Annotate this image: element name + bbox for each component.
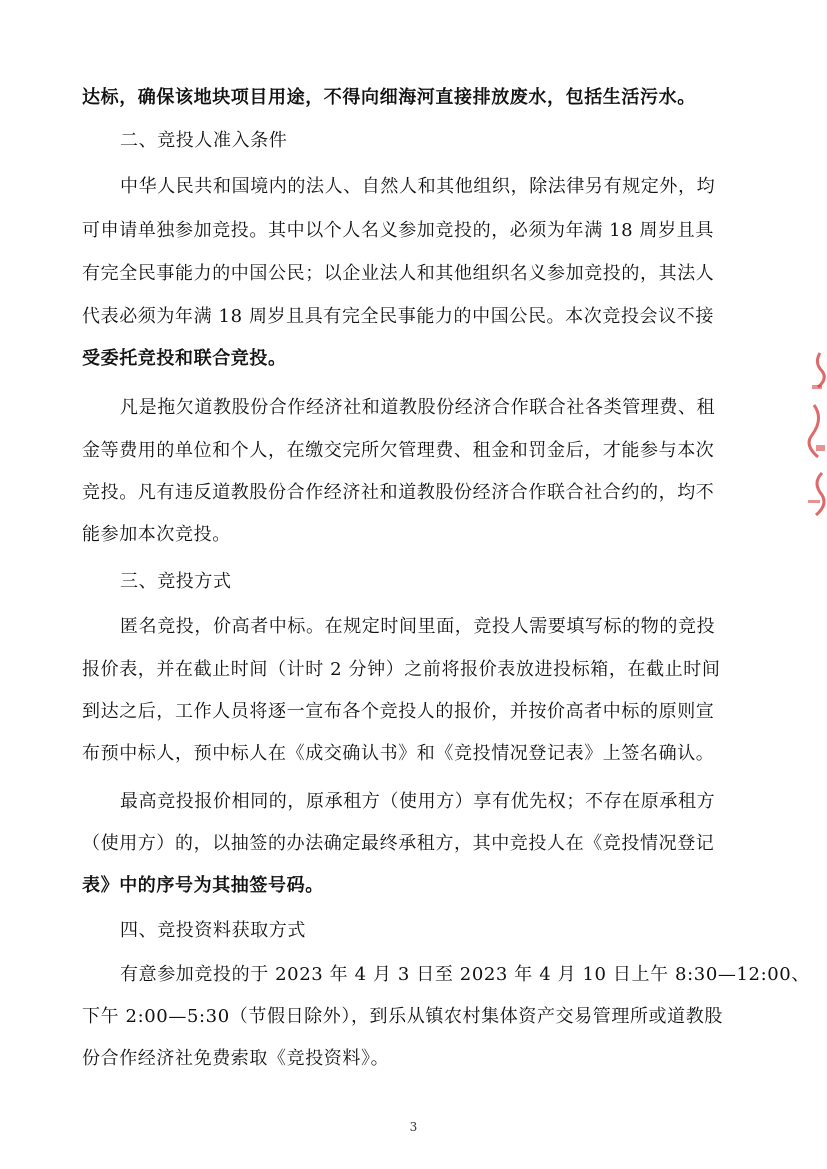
paragraph-line: 到达之后，工作人员将逐一宣布各个竞投人的报价，并按价高者中标的原则宣 <box>82 701 715 722</box>
paragraph-line: 代表必须为年满 18 周岁且具有完全民事能力的中国公民。本次竞投会议不接 <box>82 306 714 327</box>
paragraph-line: 匿名竞投，价高者中标。在规定时间里面，竞投人需要填写标的物的竞投 <box>120 616 716 637</box>
section-heading-eligibility: 二、竞投人准入条件 <box>120 130 288 151</box>
paragraph-line: 凡是拖欠道教股份合作经济社和道教股份经济合作联合社各类管理费、租 <box>120 397 716 418</box>
red-seal-stamp-edge <box>800 345 827 525</box>
paragraph-line: 布预中标人，预中标人在《成交确认书》和《竞投情况登记表》上签名确认。 <box>82 743 715 764</box>
paragraph-line: 达标，确保该地块项目用途，不得向细海河直接排放废水，包括生活污水。 <box>82 87 696 108</box>
page-number: 3 <box>409 1120 418 1134</box>
paragraph-line: 表》中的序号为其抽签号码。 <box>82 875 324 896</box>
section-heading-method: 三、竞投方式 <box>120 571 232 592</box>
paragraph-line: 份合作经济社免费索取《竞投资料》。 <box>82 1048 390 1069</box>
paragraph-line: 最高竞投报价相同的，原承租方（使用方）享有优先权；不存在原承租方 <box>120 791 716 812</box>
paragraph-line: 受委托竞投和联合竞投。 <box>82 348 287 369</box>
section-heading-materials: 四、竞投资料获取方式 <box>120 920 306 941</box>
paragraph-line: 下午 2:00—5:30（节假日除外），到乐从镇农村集体资产交易管理所或道教股 <box>82 1006 723 1027</box>
paragraph-line: 竞投。凡有违反道教股份合作经济社和道教股份经济合作联合社合约的，均不 <box>82 482 715 503</box>
paragraph-line: 有完全民事能力的中国公民；以企业法人和其他组织名义参加竞投的，其法人 <box>82 263 715 284</box>
paragraph-line: 金等费用的单位和个人，在缴交完所欠管理费、租金和罚金后，才能参与本次 <box>82 440 715 461</box>
paragraph-line: 报价表，并在截止时间（计时 2 分钟）之前将报价表放进投标箱，在截止时间 <box>82 659 721 680</box>
paragraph-line: 可申请单独参加竞投。其中以个人名义参加竞投的，必须为年满 18 周岁且具 <box>82 220 714 241</box>
paragraph-line: 中华人民共和国境内的法人、自然人和其他组织，除法律另有规定外，均 <box>120 176 716 197</box>
paragraph-line: （使用方）的，以抽签的办法确定最终承租方，其中竞投人在《竞投情况登记 <box>82 833 715 854</box>
paragraph-line: 能参加本次竞投。 <box>82 524 231 545</box>
paragraph-line: 有意参加竞投的于 2023 年 4 月 3 日至 2023 年 4 月 10 日上午 8:30—12:00、 <box>120 964 810 985</box>
